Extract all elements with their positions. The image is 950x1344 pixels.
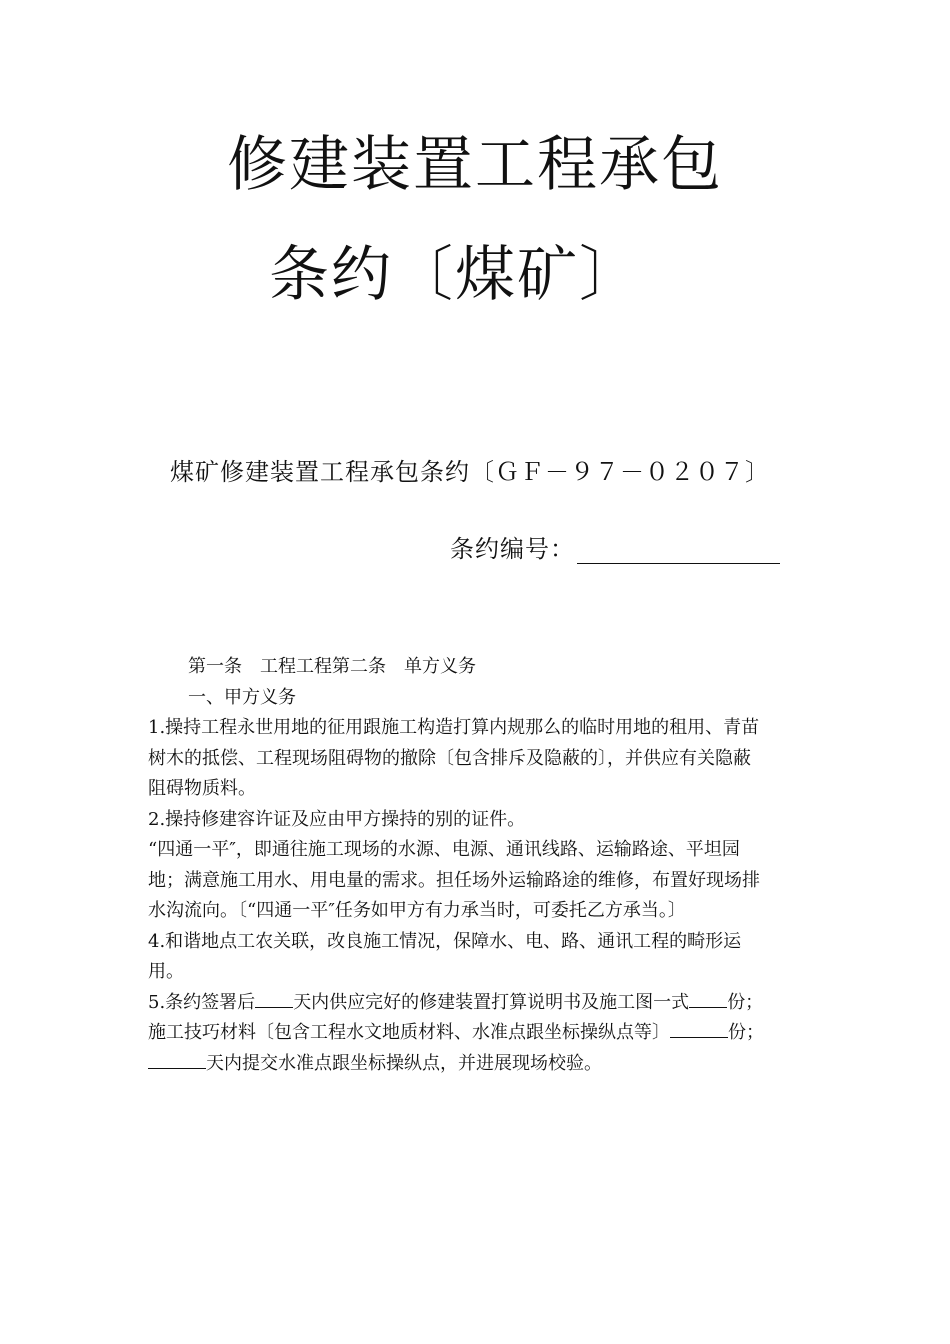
contract-number-label: 条约编号： [450, 535, 575, 564]
body-line: 水沟流向。〔“四通一平″任务如甲方有力承当时，可委托乙方承当。〕 [148, 900, 686, 921]
body-line: 阻碍物质料。 [148, 778, 256, 799]
contract-body [148, 652, 808, 1079]
body-line: 用。 [148, 961, 184, 982]
article-heading: 第一条 工程工程第二条 单方义务 [188, 656, 476, 677]
contract-subtitle: 煤矿修建装置工程承包条约〔ＧＦ－９７－０２０７〕 [170, 458, 770, 486]
document-title-line-2: 条约〔煤矿〕 [269, 240, 641, 310]
body-text-fragment: 5.条约签署后 [148, 991, 256, 1013]
body-text-fragment: 施工技巧材料〔包含工程水文地质材料、水准点跟坐标操纵点等〕 [148, 1022, 670, 1043]
body-line: 1.操持工程永世用地的征用跟施工构造打算内规那么的临时用地的租用、青苗 [148, 717, 760, 738]
contract-number-blank [577, 535, 780, 564]
body-line: 2.操持修建容许证及应由甲方操持的别的证件。 [148, 808, 526, 830]
document-title-line-1: 修建装置工程承包 [227, 130, 723, 200]
body-line: “四通一平″，即通往施工现场的水源、电源、通讯线路、运输路途、平坦园 [148, 839, 740, 860]
body-text-fragment: 天内提交水准点跟坐标操纵点，并进展现场校验。 [206, 1052, 602, 1074]
body-text-fragment: 份； [727, 991, 764, 1013]
body-text-fragment: 天内供应完好的修建装置打算说明书及施工图一式 [293, 991, 690, 1013]
fill-in-blank [148, 1050, 206, 1069]
body-line [148, 1049, 808, 1080]
fill-in-blank [670, 1019, 728, 1038]
fill-in-blank [255, 989, 293, 1008]
fill-in-blank [689, 989, 727, 1008]
contract-number-row [450, 535, 780, 564]
body-line: 4.和谐地点工农关联，改良施工情况，保障水、电、路、通讯工程的畸形运 [148, 930, 742, 952]
body-text-fragment: 份； [728, 1022, 764, 1043]
body-line [148, 1018, 808, 1049]
body-line [148, 988, 808, 1019]
body-line: 树木的抵偿、工程现场阻碍物的撤除〔包含排斥及隐蔽的〕，并供应有关隐蔽 [148, 747, 751, 769]
section-heading: 一、甲方义务 [188, 686, 296, 708]
body-line: 地；满意施工用水、用电量的需求。担任场外运输路途的维修，布置好现场排 [148, 869, 760, 891]
